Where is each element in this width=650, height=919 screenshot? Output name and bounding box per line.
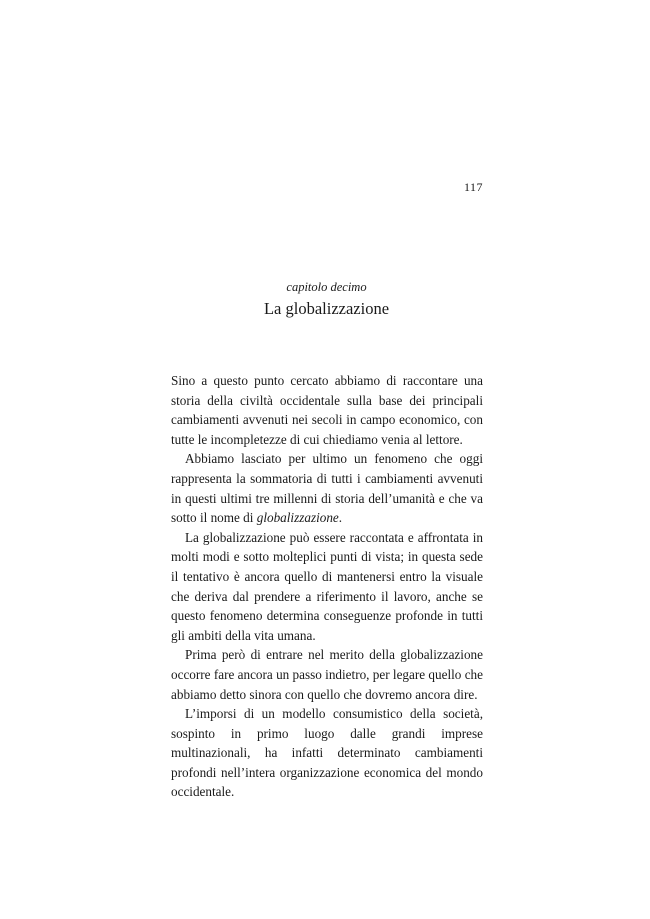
paragraph-2 <box>171 449 483 527</box>
page-number: 117 <box>463 180 483 194</box>
paragraph-3: La globalizzazione può essere raccontata e affrontata in molti modi e sotto molteplici punti di vista; in questa sede il tentativo è ancora quello di mantenersi entro la visuale che deriva dal prendere a riferimento il lavoro, anche se questo fenomeno determina conseguenze profonde in tutti gli ambiti della vita umana. <box>171 529 483 643</box>
body-text <box>171 371 483 802</box>
paragraph-2-end: . <box>338 510 343 526</box>
paragraph-1: Sino a questo punto cercato abbiamo di raccontare una storia della civiltà occidentale sulla base dei principali cambiamenti avvenuti nei secoli in campo economico, con tutte le incompletezze di cui chiediamo venia al lettore. <box>171 373 483 447</box>
paragraph-5: L’imporsi di un modello consumistico della società, sospinto in primo luogo dalle grandi imprese multinazionali, ha infatti determinato cambiamenti profondi nell’intera organizzazione economica del mondo occidentale. <box>171 706 483 800</box>
chapter-title: La globalizzazione <box>263 299 390 318</box>
paragraph-2-italic-term: globalizzazione <box>256 510 339 526</box>
paragraph-2-text: Abbiamo lasciato per ultimo un fenomeno che oggi rappresenta la sommatoria di tutti i cambiamenti avvenuti in questi ultimi tre millenni di storia dell’umanità e che va sotto il nome di <box>171 451 483 526</box>
chapter-label: capitolo decimo <box>286 280 367 294</box>
paragraph-4: Prima però di entrare nel merito della globalizzazione occorre fare ancora un passo indietro, per legare quello che abbiamo detto sinora con quello che dovremo ancora dire. <box>171 647 483 702</box>
